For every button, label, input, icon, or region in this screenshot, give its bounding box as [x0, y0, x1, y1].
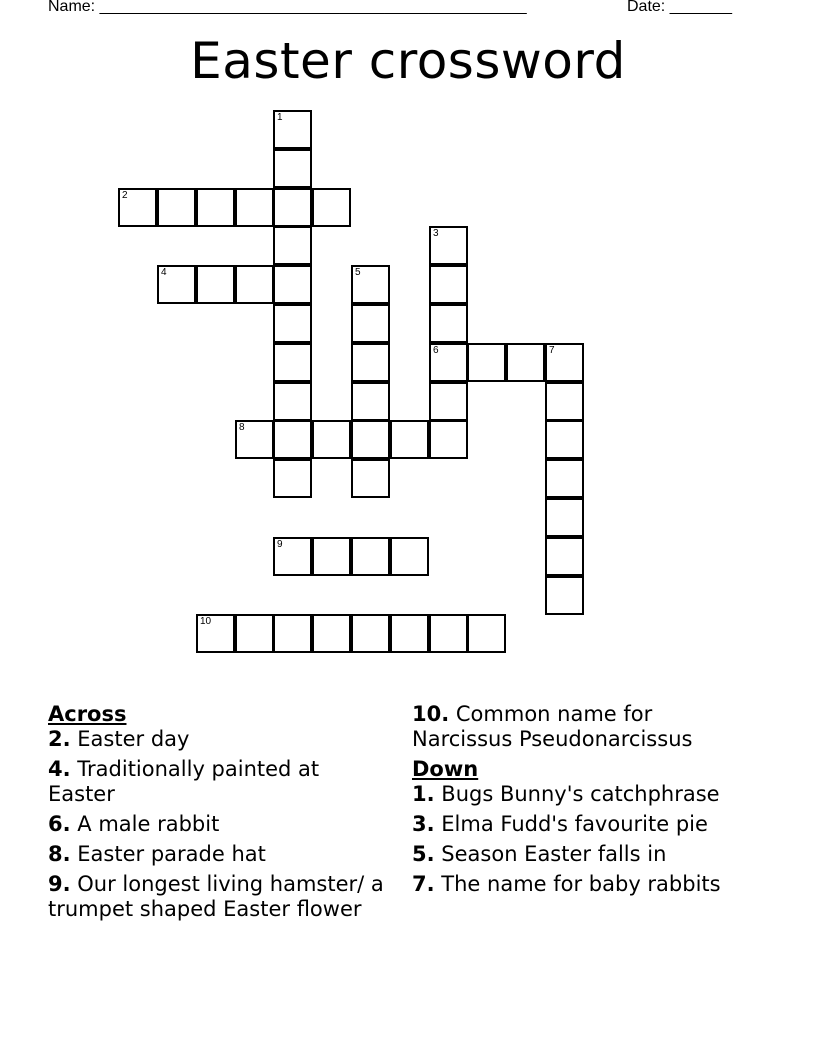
clue-number: 4.: [48, 757, 71, 781]
clue-text: Our longest living hamster/ a trumpet shaped Easter flower: [48, 872, 384, 921]
clue-number: 10.: [412, 702, 450, 726]
clues-left-column: [48, 702, 388, 927]
clue-number: 5.: [412, 842, 435, 866]
cell-number: 2: [122, 190, 128, 201]
grid-cell[interactable]: [429, 226, 468, 265]
cell-number: 8: [239, 422, 245, 433]
cell-number: 6: [433, 345, 439, 356]
grid-cell[interactable]: [235, 614, 274, 653]
grid-cell[interactable]: [506, 343, 545, 382]
grid-cell[interactable]: [467, 614, 506, 653]
cell-number: 3: [433, 228, 439, 239]
grid-cell[interactable]: [312, 614, 351, 653]
grid-cell[interactable]: [312, 188, 351, 227]
grid-cell[interactable]: [273, 110, 312, 149]
clue-text: Traditionally painted at Easter: [48, 757, 320, 806]
clue-number: 3.: [412, 812, 435, 836]
clue-across-10: [412, 702, 752, 752]
grid-cell[interactable]: [351, 537, 390, 576]
across-heading: Across: [48, 702, 127, 726]
grid-cell[interactable]: [157, 188, 196, 227]
clue-number: 2.: [48, 727, 71, 751]
grid-cell[interactable]: [351, 265, 390, 304]
grid-cell[interactable]: [273, 149, 312, 188]
grid-cell[interactable]: [235, 265, 274, 304]
grid-cell[interactable]: [157, 265, 196, 304]
clue-across-4: [48, 757, 388, 807]
grid-cell[interactable]: [429, 420, 468, 459]
grid-cell[interactable]: [351, 382, 390, 421]
clue-down-5: [412, 842, 752, 867]
grid-cell[interactable]: [390, 537, 429, 576]
clue-text: Bugs Bunny's catchphrase: [441, 782, 720, 806]
clue-number: 1.: [412, 782, 435, 806]
clue-text: The name for baby rabbits: [441, 872, 721, 896]
grid-cell[interactable]: [351, 420, 390, 459]
grid-cell[interactable]: [545, 576, 584, 615]
clue-down-3: [412, 812, 752, 837]
grid-cell[interactable]: [273, 459, 312, 498]
cell-number: 4: [161, 267, 167, 278]
cell-number: 9: [277, 539, 283, 550]
cell-number: 7: [549, 345, 555, 356]
grid-cell[interactable]: [273, 420, 312, 459]
grid-cell[interactable]: [429, 265, 468, 304]
grid-cell[interactable]: [273, 188, 312, 227]
grid-cell[interactable]: [545, 498, 584, 537]
grid-cell[interactable]: [545, 382, 584, 421]
grid-cell[interactable]: [312, 537, 351, 576]
grid-cell[interactable]: [273, 226, 312, 265]
cell-number: 10: [200, 616, 212, 627]
grid-cell[interactable]: [351, 614, 390, 653]
clue-number: 7.: [412, 872, 435, 896]
clue-text: Easter day: [77, 727, 190, 751]
grid-cell[interactable]: [545, 420, 584, 459]
clue-across-2: [48, 727, 388, 752]
grid-cell[interactable]: [273, 304, 312, 343]
down-heading: Down: [412, 757, 479, 781]
clue-text: Elma Fudd's favourite pie: [441, 812, 708, 836]
grid-cell[interactable]: [118, 188, 157, 227]
page-title: Easter crossword: [190, 32, 626, 90]
clue-number: 8.: [48, 842, 71, 866]
clue-across-6: [48, 812, 388, 837]
grid-cell[interactable]: [467, 343, 506, 382]
grid-cell[interactable]: [273, 382, 312, 421]
grid-cell[interactable]: [429, 343, 468, 382]
grid-cell[interactable]: [351, 343, 390, 382]
grid-cell[interactable]: [429, 382, 468, 421]
grid-cell[interactable]: [235, 188, 274, 227]
grid-cell[interactable]: [235, 420, 274, 459]
cell-number: 5: [355, 267, 361, 278]
clue-text: Easter parade hat: [77, 842, 266, 866]
grid-cell[interactable]: [390, 614, 429, 653]
clue-text: Season Easter falls in: [441, 842, 667, 866]
grid-cell[interactable]: [312, 420, 351, 459]
grid-cell[interactable]: [196, 614, 235, 653]
grid-cell[interactable]: [390, 420, 429, 459]
grid-cell[interactable]: [429, 614, 468, 653]
grid-cell[interactable]: [196, 265, 235, 304]
clue-across-9: [48, 872, 388, 922]
grid-cell[interactable]: [273, 343, 312, 382]
grid-cell[interactable]: [429, 304, 468, 343]
clue-down-1: [412, 782, 752, 807]
cell-number: 1: [277, 112, 283, 123]
clue-down-7: [412, 872, 752, 897]
grid-cell[interactable]: [273, 265, 312, 304]
clue-number: 9.: [48, 872, 71, 896]
clue-text: A male rabbit: [77, 812, 220, 836]
grid-cell[interactable]: [545, 343, 584, 382]
clue-text: Common name for Narcissus Pseudonarcissus: [412, 702, 693, 751]
grid-cell[interactable]: [273, 614, 312, 653]
grid-cell[interactable]: [545, 537, 584, 576]
name-field-label: Name: ________________________________________________: [48, 0, 527, 15]
date-field-label: Date: _______: [627, 0, 732, 15]
grid-cell[interactable]: [351, 459, 390, 498]
clues-right-column: [412, 702, 752, 902]
grid-cell[interactable]: [196, 188, 235, 227]
clue-across-8: [48, 842, 388, 867]
grid-cell[interactable]: [273, 537, 312, 576]
grid-cell[interactable]: [545, 459, 584, 498]
clue-number: 6.: [48, 812, 71, 836]
grid-cell[interactable]: [351, 304, 390, 343]
